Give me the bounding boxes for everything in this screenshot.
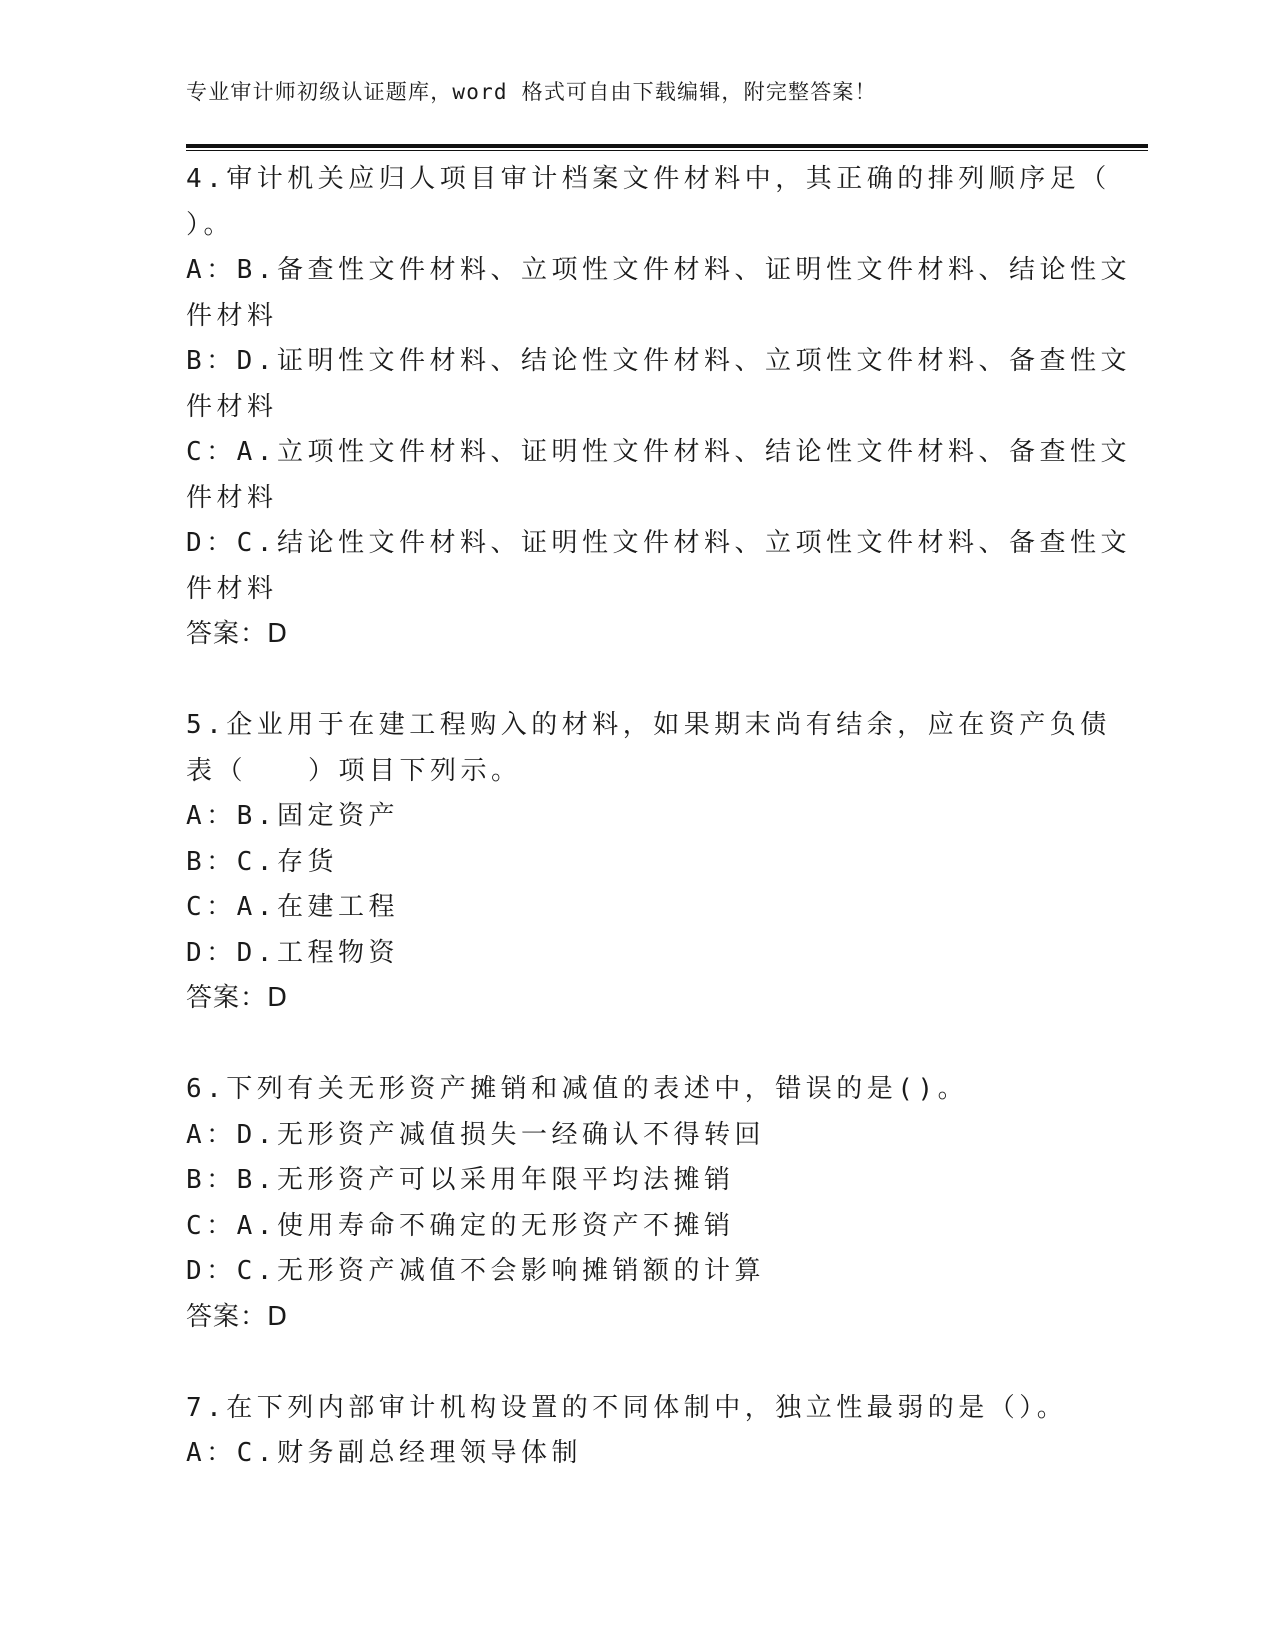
- option-item: [186, 840, 1086, 886]
- question-block: [186, 1386, 1086, 1477]
- option-line: D：C.无形资产减值不会影响摊销额的计算: [186, 1256, 765, 1286]
- option-item: [186, 1204, 1086, 1250]
- question-stem-line: 表（ ）项目下列示。: [186, 755, 522, 786]
- question-block: [186, 157, 1131, 658]
- question-spacer: [186, 658, 1086, 704]
- question-spacer: [186, 1340, 1086, 1386]
- question-stem-line: 7.在下列内部审计机构设置的不同体制中，独立性最弱的是（）。: [186, 1392, 1068, 1423]
- option-item: [186, 1158, 1086, 1204]
- option-line: 件材料: [186, 391, 278, 422]
- question-block: [186, 1067, 1086, 1340]
- question-list: [186, 157, 1131, 1477]
- question-block: [186, 703, 1111, 1022]
- option-item: [186, 931, 1086, 977]
- option-line: D：D.工程物资: [186, 937, 399, 968]
- option-item: [186, 1113, 1086, 1159]
- option-item: [186, 430, 1131, 521]
- question-stem-line: ）。: [186, 209, 235, 240]
- page-header: 专业审计师初级认证题库，word 格式可自由下载编辑，附完整答案！: [186, 80, 877, 104]
- option-item: [186, 794, 1086, 840]
- option-item: [186, 339, 1131, 430]
- option-item: [186, 1431, 1086, 1477]
- option-line: C：A.立项性文件材料、证明性文件材料、结论性文件材料、备查性文: [186, 437, 1131, 467]
- answer-line: 答案：D: [186, 1301, 289, 1332]
- option-line: B：D.证明性文件材料、结论性文件材料、立项性文件材料、备查性文: [186, 346, 1131, 376]
- option-line: B：C.存货: [186, 846, 338, 877]
- option-line: A：D.无形资产减值损失一经确认不得转回: [186, 1119, 765, 1150]
- option-line: 件材料: [186, 573, 278, 604]
- question-spacer: [186, 1022, 1086, 1068]
- option-line: A：B.固定资产: [186, 801, 399, 831]
- answer-line: 答案：D: [186, 619, 289, 649]
- question-stem-line: 6.下列有关无形资产摊销和减值的表述中，错误的是()。: [186, 1074, 969, 1104]
- option-line: B：B.无形资产可以采用年限平均法摊销: [186, 1165, 735, 1195]
- option-line: A：C.财务副总经理领导体制: [186, 1438, 582, 1468]
- option-line: C：A.使用寿命不确定的无形资产不摊销: [186, 1210, 735, 1241]
- header-rule-thick: [186, 144, 1148, 148]
- question-stem-line: 5.企业用于在建工程购入的材料，如果期末尚有结余，应在资产负债: [186, 710, 1111, 740]
- option-line: C：A.在建工程: [186, 892, 399, 922]
- option-line: D：C.结论性文件材料、证明性文件材料、立项性文件材料、备查性文: [186, 528, 1131, 558]
- option-line: A：B.备查性文件材料、立项性文件材料、证明性文件材料、结论性文: [186, 255, 1131, 285]
- option-item: [186, 248, 1131, 339]
- option-line: 件材料: [186, 300, 278, 331]
- option-item: [186, 1249, 1086, 1295]
- question-stem-line: 4.审计机关应归人项目审计档案文件材料中，其正确的排列顺序足（: [186, 164, 1111, 194]
- option-item: [186, 521, 1131, 612]
- header-rule-thin: [186, 150, 1148, 151]
- option-item: [186, 885, 1086, 931]
- answer-line: 答案：D: [186, 983, 289, 1013]
- option-line: 件材料: [186, 482, 278, 513]
